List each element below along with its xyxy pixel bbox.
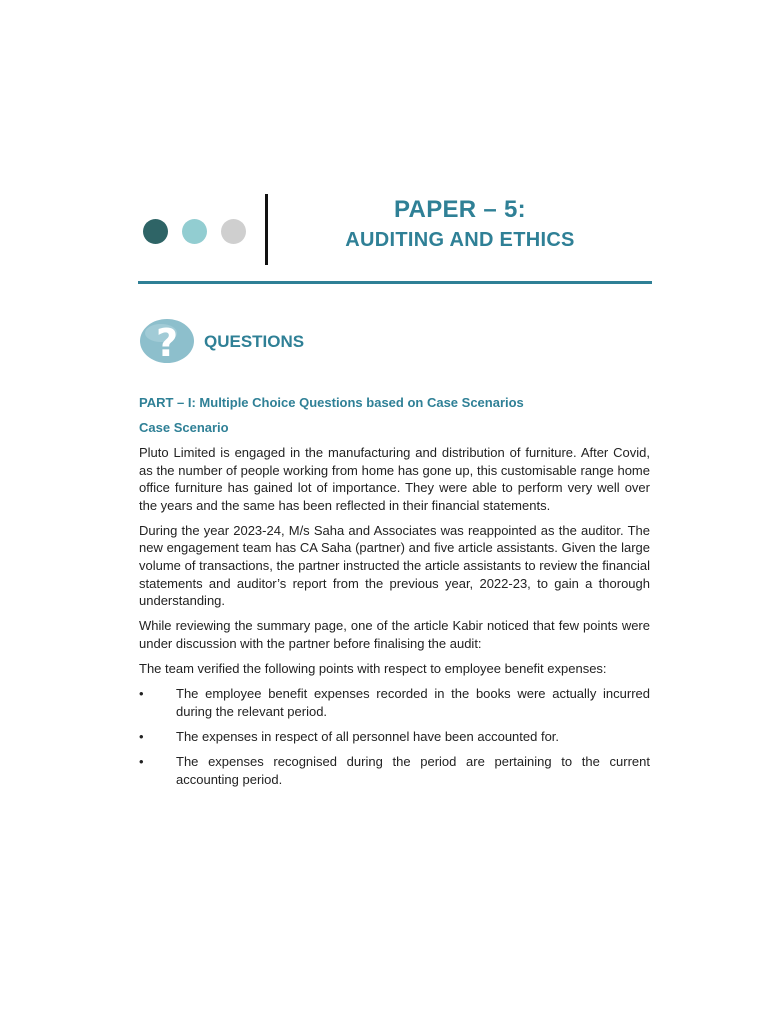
svg-text:?: ?	[155, 321, 179, 364]
bullet-list	[139, 685, 650, 788]
list-item-text: The expenses recognised during the period are pertaining to the current accounting period.	[176, 753, 650, 787]
paper-title: AUDITING AND ETHICS	[345, 229, 575, 251]
paragraph: Pluto Limited is engaged in the manufacturing and distribution of furniture. After Covid, as the number of people working from home has gone up, this customisable range home office furniture has gained lot of importance. They were able to perform very well over the years and the same has been reflected in their financial statements.	[139, 445, 650, 513]
bullet-icon: •	[139, 728, 144, 744]
paper-number: PAPER – 5:	[394, 196, 526, 223]
decorative-dot-dark	[143, 219, 168, 244]
list-item-text: The employee benefit expenses recorded in the books were actually incurred during the relevant period.	[176, 686, 650, 719]
paragraph: While reviewing the summary page, one of the article Kabir noticed that few points were under discussion with the partner before finalising the audit:	[139, 618, 650, 651]
bullet-icon: •	[139, 753, 144, 769]
list-item-text: The expenses in respect of all personnel have been accounted for.	[176, 728, 560, 744]
header-rule	[138, 281, 652, 284]
decorative-dot-light	[182, 219, 207, 244]
list-item	[139, 728, 650, 746]
bullet-icon: •	[139, 686, 144, 702]
list-item	[139, 753, 650, 788]
paragraph: The team verified the following points with respect to employee benefit expenses:	[139, 661, 607, 677]
questions-heading: QUESTIONS	[204, 332, 305, 351]
part-heading: PART – I: Multiple Choice Questions based on Case Scenarios	[139, 395, 524, 410]
list-item	[139, 685, 650, 720]
body-text	[139, 444, 650, 796]
paragraph: During the year 2023-24, M/s Saha and Associates was reappointed as the auditor. The new engagement team has CA Saha (partner) and five article assistants. Given the large volume of transactions, the partner instructed the article assistants to review the financial statements and auditor’s report from the previous year, 2022-23, to gain a thorough understanding.	[139, 522, 650, 609]
decorative-dot-grey	[221, 219, 246, 244]
case-scenario-heading: Case Scenario	[139, 420, 229, 435]
question-mark-icon	[139, 318, 195, 364]
